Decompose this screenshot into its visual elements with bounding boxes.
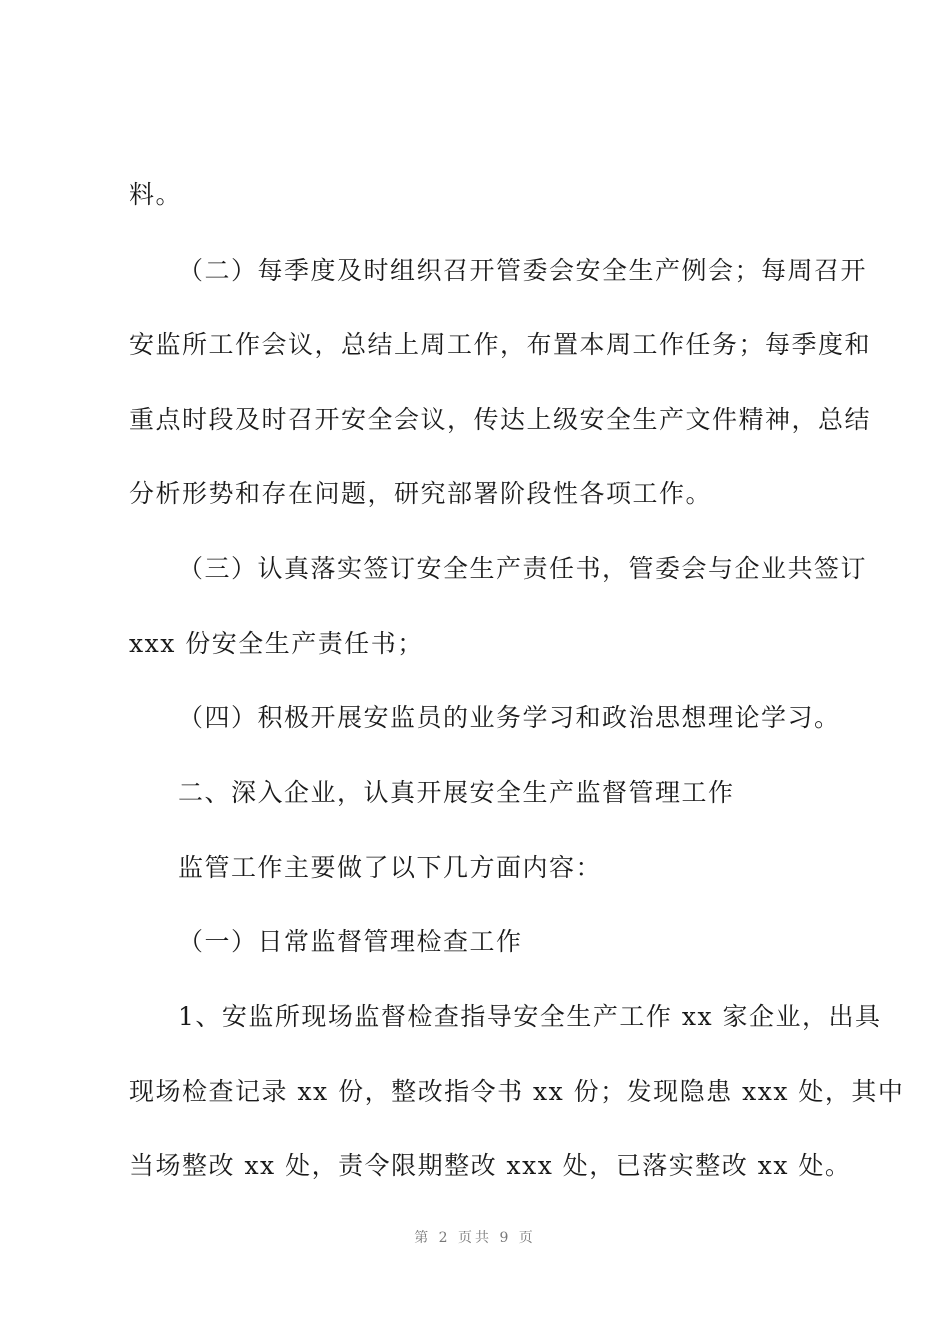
body-line: 当场整改 xx 处，责令限期整改 xxx 处，已落实整改 xx 处。: [129, 1151, 852, 1180]
body-line: xxx 份安全生产责任书；: [129, 629, 424, 658]
subsection-heading: （一）日常监督管理检查工作: [178, 927, 523, 956]
body-line: 现场检查记录 xx 份，整改指令书 xx 份；发现隐患 xxx 处，其中: [129, 1077, 905, 1106]
section-heading: 二、深入企业，认真开展安全生产监督管理工作: [178, 778, 735, 807]
page-number: 第 2 页共 9 页: [414, 1230, 536, 1246]
body-line: 安监所工作会议，总结上周工作，布置本周工作任务；每季度和: [129, 330, 872, 359]
body-line: 1、安监所现场监督检查指导安全生产工作 xx 家企业，出具: [178, 1002, 882, 1031]
body-line: 分析形势和存在问题，研究部署阶段性各项工作。: [129, 479, 713, 508]
body-line: 料。: [129, 180, 183, 209]
body-line: （二）每季度及时组织召开管委会安全生产例会；每周召开: [178, 256, 868, 285]
body-line: （三）认真落实签订安全生产责任书，管委会与企业共签订: [178, 554, 868, 583]
body-line: 重点时段及时召开安全会议，传达上级安全生产文件精神，总结: [129, 405, 872, 434]
body-line: （四）积极开展安监员的业务学习和政治思想理论学习。: [178, 703, 841, 732]
body-line: 监管工作主要做了以下几方面内容：: [178, 853, 603, 882]
